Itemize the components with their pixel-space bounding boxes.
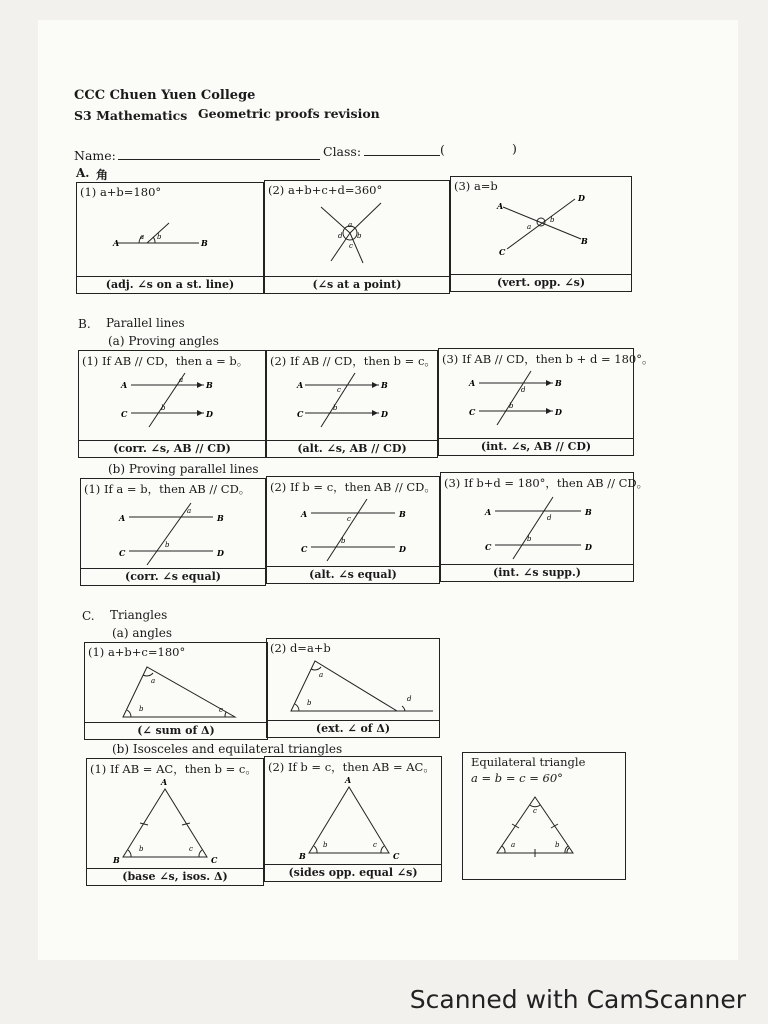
equilateral-triangle-figure <box>463 753 627 881</box>
svg-text:B: B <box>206 380 213 390</box>
svg-text:b: b <box>357 232 362 240</box>
svg-text:b: b <box>333 404 338 412</box>
svg-text:A: A <box>345 775 352 785</box>
svg-text:c: c <box>189 845 193 853</box>
svg-text:B: B <box>381 380 388 390</box>
vert-opp-figure <box>451 177 633 277</box>
svg-text:b: b <box>165 541 170 549</box>
svg-text:b: b <box>509 402 514 410</box>
name-label: Name: <box>74 148 116 163</box>
svg-text:b: b <box>139 845 144 853</box>
svg-text:a: a <box>348 221 353 229</box>
box-corr-equal <box>80 478 266 586</box>
svg-text:c: c <box>337 386 341 394</box>
svg-text:A: A <box>297 380 304 390</box>
box-angle-sum <box>84 642 268 740</box>
svg-text:D: D <box>399 544 406 554</box>
box-caption: (base ∠s, isos. Δ) <box>87 868 263 885</box>
svg-text:c: c <box>219 706 223 714</box>
box-caption: (corr. ∠s equal) <box>81 568 265 585</box>
angles-at-point-figure <box>265 181 451 277</box>
svg-text:d: d <box>338 232 343 240</box>
parallel-lines-figure <box>267 477 441 569</box>
camscanner-watermark: Scanned with CamScanner <box>409 985 746 1014</box>
box-heading: (1) If a = b，then AB // CD。 <box>84 482 251 496</box>
svg-text:C: C <box>119 548 126 558</box>
svg-text:a: a <box>319 671 324 679</box>
box-heading: (2) If b = c，then AB // CD。 <box>270 480 436 494</box>
svg-text:C: C <box>499 247 506 257</box>
box-angles-at-point <box>264 180 450 294</box>
svg-text:b: b <box>527 535 532 543</box>
isosceles-triangle-figure <box>87 759 265 871</box>
svg-text:a: a <box>511 841 516 849</box>
box-heading: (2) If AB // CD，then b = c。 <box>270 354 436 368</box>
svg-text:D: D <box>206 409 213 419</box>
section-b-name: Parallel lines <box>106 316 185 330</box>
svg-text:C: C <box>301 544 308 554</box>
svg-text:B: B <box>299 851 306 861</box>
svg-text:b: b <box>550 216 555 224</box>
svg-text:A: A <box>301 509 308 519</box>
svg-text:C: C <box>211 855 218 865</box>
svg-text:b: b <box>555 841 560 849</box>
section-b-part-a: (a) Proving angles <box>108 334 219 348</box>
box-caption: (∠ sum of Δ) <box>85 722 267 739</box>
svg-text:c: c <box>373 841 377 849</box>
topic-label: Geometric proofs revision <box>198 106 380 121</box>
section-c-part-a: (a) angles <box>112 626 172 640</box>
svg-text:C: C <box>485 542 492 552</box>
box-heading: (3) a=b <box>454 179 498 193</box>
svg-text:a: a <box>151 677 156 685</box>
box-caption: (corr. ∠s, AB // CD) <box>79 440 265 457</box>
box-adj-angles <box>76 182 264 294</box>
box-ext-angle <box>266 638 440 738</box>
svg-text:A: A <box>121 380 128 390</box>
box-caption: (adj. ∠s on a st. line) <box>77 276 263 293</box>
svg-text:a: a <box>187 507 192 515</box>
adj-angles-figure <box>77 183 265 279</box>
svg-text:a: a <box>140 233 145 241</box>
box-caption: (vert. opp. ∠s) <box>451 274 631 291</box>
paren-close: ) <box>512 141 517 156</box>
box-heading: (2) If b = c，then AB = AC。 <box>268 760 435 774</box>
parallel-lines-figure <box>79 351 267 443</box>
box-caption: (sides opp. equal ∠s) <box>265 864 441 881</box>
svg-text:C: C <box>121 409 128 419</box>
triangle-angle-sum-figure <box>85 643 269 725</box>
section-a-title: A. <box>76 166 90 180</box>
section-c-name: Triangles <box>110 608 168 622</box>
svg-text:B: B <box>585 507 592 517</box>
triangle-ext-angle-figure <box>267 639 441 723</box>
svg-text:A: A <box>485 507 492 517</box>
box-int-angles <box>438 348 654 456</box>
svg-text:B: B <box>581 236 588 246</box>
svg-text:b: b <box>307 699 312 707</box>
subject-label: S3 Mathematics <box>74 108 188 123</box>
box-caption: (alt. ∠s, AB // CD) <box>267 440 437 457</box>
svg-text:D: D <box>381 409 388 419</box>
svg-text:B: B <box>399 509 406 519</box>
svg-text:D: D <box>578 193 585 203</box>
svg-text:A: A <box>113 238 120 248</box>
box-heading: (1) a+b=180° <box>80 185 162 199</box>
box-heading: (1) If AB // CD，then a = b。 <box>82 354 249 368</box>
box-heading: (3) If AB // CD，then b + d = 180°。 <box>442 352 654 366</box>
name-blank <box>118 159 320 160</box>
box-isosceles-base <box>86 758 264 886</box>
svg-text:B: B <box>555 378 562 388</box>
section-b-title: B. <box>78 317 91 331</box>
section-b-part-b: (b) Proving parallel lines <box>108 462 259 476</box>
svg-text:D: D <box>217 548 224 558</box>
box-alt-angles <box>266 350 438 458</box>
parallel-lines-figure <box>439 349 635 441</box>
box-caption: (alt. ∠s equal) <box>267 566 439 583</box>
equilateral-equation: a = b = c = 60° <box>471 771 563 785</box>
svg-text:B: B <box>217 513 224 523</box>
svg-text:D: D <box>555 407 562 417</box>
svg-text:a: a <box>179 376 184 384</box>
svg-text:A: A <box>119 513 126 523</box>
box-caption: (ext. ∠ of Δ) <box>267 720 439 737</box>
svg-text:A: A <box>161 777 168 787</box>
box-heading: (2) d=a+b <box>270 641 331 655</box>
parallel-lines-figure <box>267 351 439 443</box>
svg-text:C: C <box>469 407 476 417</box>
box-corr-angles <box>78 350 266 458</box>
svg-text:A: A <box>469 378 476 388</box>
svg-text:b: b <box>157 233 162 241</box>
class-blank <box>364 155 440 156</box>
svg-text:d: d <box>407 695 412 703</box>
isosceles-triangle-figure <box>265 757 443 867</box>
box-heading: (1) a+b+c=180° <box>88 645 186 659</box>
svg-text:b: b <box>341 537 346 545</box>
box-caption: (int. ∠s supp.) <box>441 564 633 581</box>
paren-open: ( <box>440 142 445 157</box>
box-heading: (2) a+b+c+d=360° <box>268 183 383 197</box>
parallel-lines-figure <box>441 473 635 567</box>
svg-text:D: D <box>585 542 592 552</box>
section-c-title: C. <box>82 609 95 623</box>
svg-text:C: C <box>297 409 304 419</box>
class-label: Class: <box>323 144 362 159</box>
parallel-lines-figure <box>81 479 267 571</box>
svg-text:b: b <box>139 705 144 713</box>
svg-text:c: c <box>349 242 353 250</box>
box-vert-opp <box>450 176 632 292</box>
box-caption: (∠s at a point) <box>265 276 449 293</box>
section-c-part-b: (b) Isosceles and equilateral triangles <box>112 742 343 756</box>
svg-text:d: d <box>547 514 552 522</box>
box-equilateral <box>462 752 626 880</box>
svg-text:A: A <box>497 201 504 211</box>
box-isosceles-sides <box>264 756 442 882</box>
equilateral-title: Equilateral triangle <box>471 755 586 769</box>
box-heading: (1) If AB = AC，then b = c。 <box>90 762 257 776</box>
svg-text:B: B <box>113 855 120 865</box>
svg-text:b: b <box>323 841 328 849</box>
box-alt-equal <box>266 476 440 584</box>
box-caption: (int. ∠s, AB // CD) <box>439 438 633 455</box>
svg-text:b: b <box>161 404 166 412</box>
box-int-supp <box>440 472 649 582</box>
svg-text:a: a <box>527 223 532 231</box>
svg-text:c: c <box>347 515 351 523</box>
box-heading: (3) If b+d = 180°，then AB // CD。 <box>444 476 649 490</box>
svg-text:C: C <box>393 851 400 861</box>
section-a-subtitle: 角 <box>96 168 109 182</box>
svg-text:c: c <box>533 807 537 815</box>
school-name: CCC Chuen Yuen College <box>74 88 256 103</box>
svg-text:B: B <box>201 238 208 248</box>
svg-text:d: d <box>521 386 526 394</box>
